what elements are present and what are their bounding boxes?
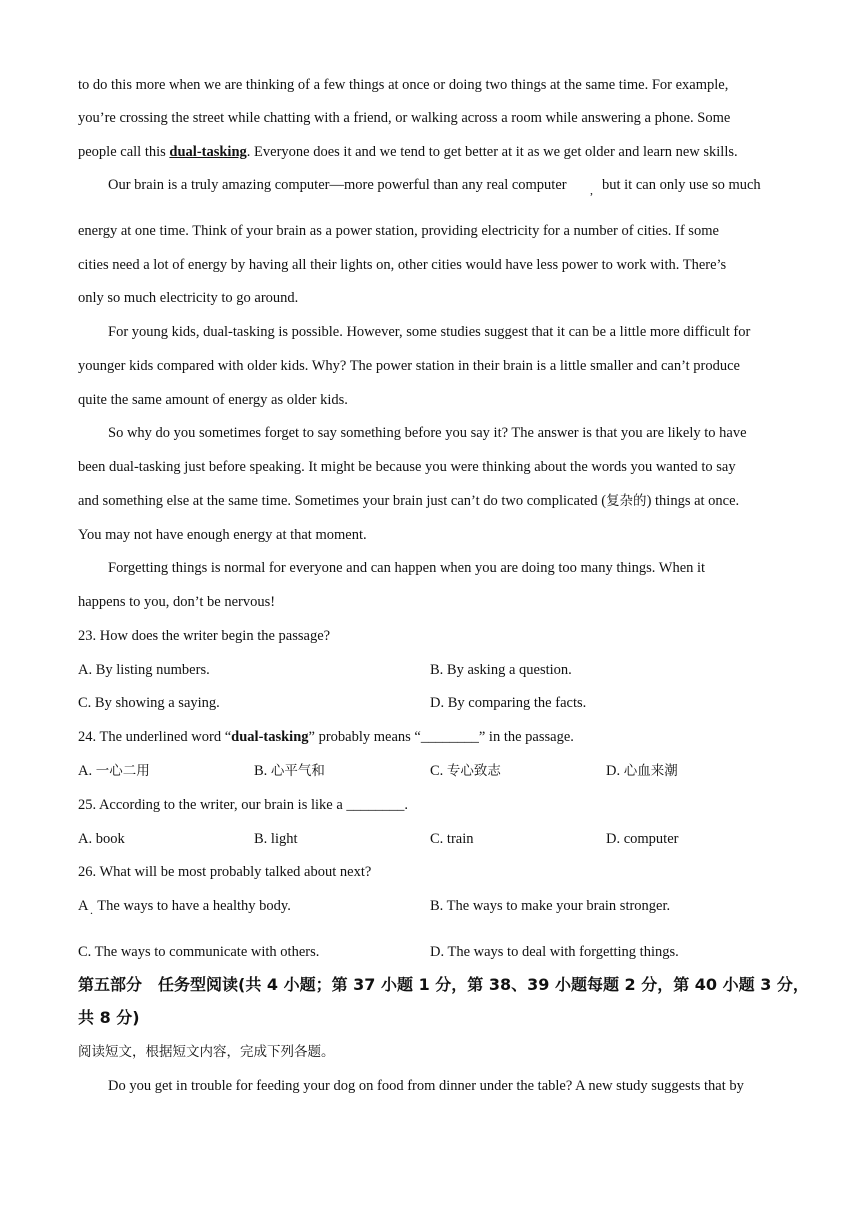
passage-line (78, 142, 738, 162)
option-c: C. The ways to communicate with others. (78, 944, 320, 960)
passage-line: cities need a lot of energy by having all their lights on, other cities would have less power to work with. There’s (78, 257, 727, 273)
passage-line: only so much electricity to go around. (78, 290, 299, 306)
passage-line: So why do you sometimes forget to say something before you say it? The answer is that you are likely to have (108, 425, 747, 441)
passage-line: to do this more when we are thinking of a few things at once or doing two things at the same time. For example, (78, 77, 729, 93)
option-label: A. (78, 763, 93, 779)
text-run: Our brain is a truly amazing computer—more powerful than any real computer (108, 177, 567, 193)
option-label: D. (606, 763, 621, 779)
option-a (78, 896, 291, 916)
stray-comma: , (590, 183, 593, 197)
section-title: 第五部分 任务型阅读(共 4 小题；第 37 小题 1 分，第 38、39 小题每题 2 分，第 40 小题 3 分， (78, 975, 809, 994)
option-d: D. computer (606, 831, 679, 847)
option-c: C. By showing a saying. (78, 695, 220, 711)
option-text: The ways to have a healthy body. (97, 898, 291, 914)
section-instruction: 阅读短文，根据短文内容，完成下列各题。 (78, 1044, 335, 1060)
option-b: B. light (254, 831, 298, 847)
passage-line: For young kids, dual-tasking is possible. However, some studies suggest that it can be a little more difficult for (108, 324, 751, 340)
option-d: D. By comparing the facts. (430, 695, 587, 711)
option-text: 心平气和 (270, 763, 325, 779)
underlined-term: dual-tasking (169, 144, 247, 160)
passage-line: happens to you, don’t be nervous! (78, 594, 276, 610)
option-b: B. By asking a question. (430, 662, 572, 678)
passage-line: you’re crossing the street while chatting with a friend, or walking across a room while answering a phone. Some (78, 110, 731, 126)
text-run: ” probably means “________” in the passage. (308, 729, 574, 745)
passage-line: Forgetting things is normal for everyone and can happen when you are doing too many things. When it (108, 560, 706, 576)
question-stem: 26. What will be most probably talked about next? (78, 864, 372, 880)
option-text: 心血来潮 (623, 763, 678, 779)
passage-line: Do you get in trouble for feeding your dog on food from dinner under the table? A new study suggests that by (108, 1078, 744, 1094)
option-b (254, 761, 325, 781)
option-d: D. The ways to deal with forgetting things. (430, 944, 679, 960)
text-run: 24. The underlined word “ (78, 729, 232, 745)
text-run: people call this (78, 144, 170, 160)
option-text: 一心二用 (95, 763, 150, 779)
text-run: and something else at the same time. Sometimes your brain just can’t do two complicated ( (78, 493, 607, 509)
option-c: C. train (430, 831, 474, 847)
option-d (606, 761, 678, 781)
option-b: B. The ways to make your brain stronger. (430, 898, 671, 914)
option-text: 专心致志 (446, 763, 501, 779)
question-stem: 23. How does the writer begin the passage? (78, 628, 331, 644)
option-label: A (78, 898, 88, 914)
passage-line: younger kids compared with older kids. Why? The power station in their brain is a little smaller and can’t produce (78, 358, 740, 374)
passage-line: but it can only use so much (602, 177, 761, 193)
option-a (78, 761, 150, 781)
stray-dot: . (90, 903, 93, 917)
chinese-gloss: 复杂的 (606, 493, 647, 509)
section-title: 共 8 分) (78, 1008, 140, 1027)
option-a: A. By listing numbers. (78, 662, 210, 678)
passage-line (78, 175, 567, 195)
question-stem: 25. According to the writer, our brain is like a ________. (78, 797, 409, 813)
option-label: C. (430, 763, 444, 779)
option-c (430, 761, 501, 781)
text-run: . Everyone does it and we tend to get better at it as we get older and learn new skills. (246, 144, 738, 160)
text-run: ) things at once. (646, 493, 740, 509)
option-a: A. book (78, 831, 125, 847)
passage-line: You may not have enough energy at that moment. (78, 527, 367, 543)
passage-line: quite the same amount of energy as older kids. (78, 392, 348, 408)
passage-line: been dual-tasking just before speaking. It might be because you were thinking about the words you wanted to say (78, 459, 736, 475)
question-stem (78, 727, 574, 747)
passage-line (78, 491, 739, 511)
passage-line: energy at one time. Think of your brain as a power station, providing electricity for a number of cities. If some (78, 223, 719, 239)
option-label: B. (254, 763, 268, 779)
bold-term: dual-tasking (231, 729, 309, 745)
